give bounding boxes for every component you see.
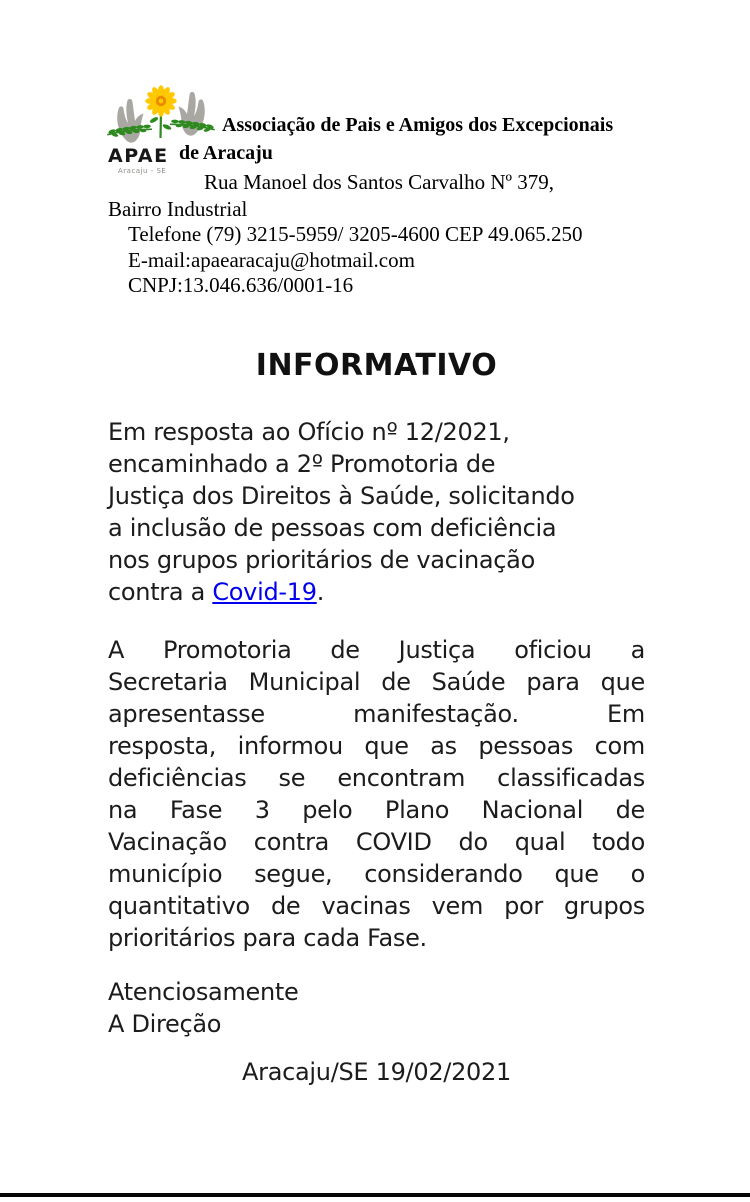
closing-block [108, 976, 645, 1040]
paragraph-line: deficiências se encontram classificadas [108, 764, 645, 792]
link-line-before: contra a [108, 578, 213, 606]
org-name-line1: Associação de Pais e Amigos dos Excepcionais [222, 114, 614, 136]
paragraph-line: Justiça dos Direitos à Saúde, solicitando [108, 482, 575, 510]
paragraph-line: município segue, considerando que o [108, 860, 645, 888]
logo-subtitle: Aracaju - SE [118, 167, 167, 175]
phone-line: Telefone (79) 3215-5959/ 3205-4600 CEP 49.065.250 [128, 222, 583, 246]
paragraph-2 [108, 634, 645, 954]
paragraph-line: nos grupos prioritários de vacinação [108, 546, 535, 574]
paragraph-line [108, 576, 645, 608]
link-line-after: . [316, 578, 325, 606]
paragraph-line: quantitativo de vacinas vem por grupos [108, 892, 645, 920]
closing-line: A Direção [108, 1010, 222, 1038]
logo-acronym: APAE [108, 145, 169, 167]
paragraph-line: resposta, informou que as pessoas com [108, 732, 645, 760]
page-title: INFORMATIVO [255, 348, 498, 383]
paragraph-line: prioritários para cada Fase. [108, 924, 427, 952]
covid19-link[interactable]: Covid-19 [212, 578, 317, 606]
flower-icon [145, 85, 176, 116]
dateline: Aracaju/SE 19/02/2021 [242, 1058, 511, 1086]
paragraph-1 [108, 416, 645, 608]
paragraph-line: Secretaria Municipal de Saúde para que [108, 668, 645, 696]
document-body [108, 416, 645, 1088]
paragraph-line: A Promotoria de Justiça oficiou a [108, 636, 645, 664]
paragraph-line: na Fase 3 pelo Plano Nacional de [108, 796, 645, 824]
paragraph-line: encaminhado a 2º Promotoria de [108, 450, 496, 478]
org-name-line2: de Aracaju [179, 142, 273, 164]
paragraph-line: Vacinação contra COVID do qual todo [108, 828, 645, 856]
address-line: Rua Manoel dos Santos Carvalho Nº 379, [204, 170, 555, 194]
bottom-rule [0, 1193, 750, 1197]
paragraph-line: a inclusão de pessoas com deficiência [108, 514, 557, 542]
paragraph-line: Em resposta ao Ofício nº 12/2021, [108, 418, 510, 446]
district-line: Bairro Industrial [108, 197, 248, 221]
cnpj-line: CNPJ:13.046.636/0001-16 [128, 273, 354, 297]
paragraph-line: apresentasse manifestação. Em [108, 700, 645, 728]
email-line: E-mail:apaearacaju@hotmail.com [128, 248, 415, 272]
closing-line: Atenciosamente [108, 978, 299, 1006]
